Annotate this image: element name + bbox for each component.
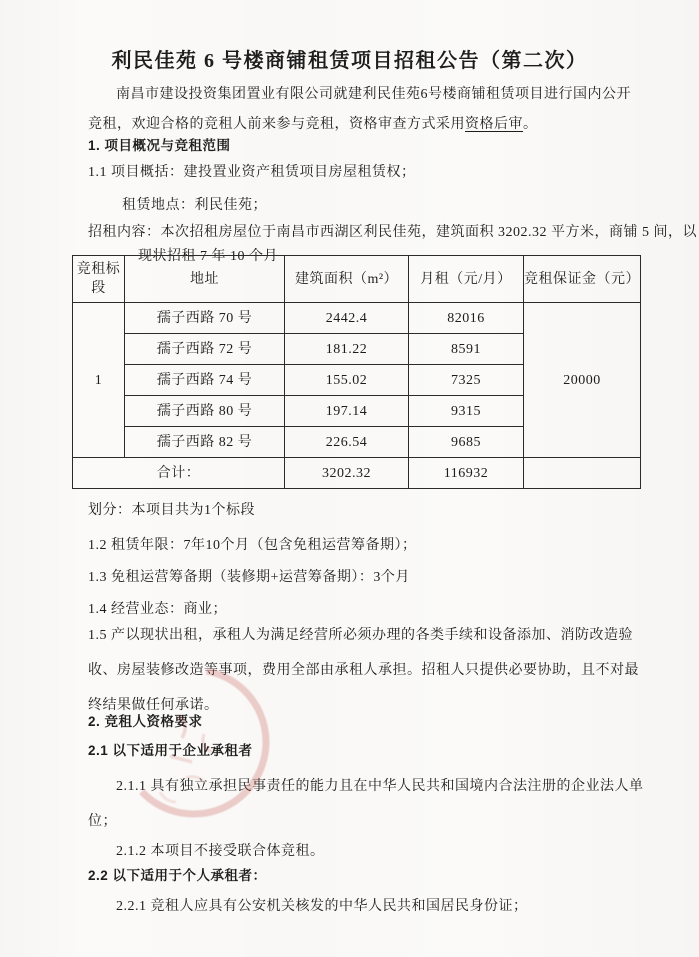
address-cell: 孺子西路 82 号 — [125, 427, 285, 458]
address-cell: 孺子西路 70 号 — [125, 303, 285, 334]
clause-2-2-1-line: 2.2.1 竞租人应具有公安机关核发的中华人民共和国居民身份证； — [116, 899, 528, 914]
intro-paragraph — [88, 80, 644, 140]
clause-2-1-2-line: 2.1.2 本项目不接受联合体竞租。 — [116, 844, 325, 859]
total-label-cell: 合计： — [73, 458, 285, 489]
clause-2-1-1-paragraph: 2.1.1 具有独立承担民事责任的能力且在中华人民共和国境内合法注册的企业法人单位； — [88, 779, 644, 829]
area-cell: 197.14 — [285, 396, 409, 427]
as-is-clause-paragraph: 1.5 产以现状出租，承租人为满足经营所必须办理的各类手续和设备添加、消防改造验收、房屋装修改造等事项，费用全部由承租人承担。招租人只提供必要协助，且不对最终结果做任何承诺。 — [88, 628, 639, 713]
intro-text-before: 南昌市建设投资集团置业有限公司就建利民佳苑6号楼商铺租赁项目进行国内公开竞租，欢迎合格的竞租人前来参与竞租，资格审查方式采用 — [88, 87, 631, 132]
total-area-cell: 3202.32 — [285, 458, 409, 489]
bid-section-number-cell: 1 — [73, 303, 125, 458]
rent-cell: 9315 — [409, 396, 524, 427]
address-cell: 孺子西路 80 号 — [125, 396, 285, 427]
rental-content-paragraph: 招租内容：本次招租房屋位于南昌市西湖区利民佳苑，建筑面积 3202.32 平方米，商铺 5 间，以现状招租 7 年 10 个月 — [88, 225, 697, 264]
document-title: 利民佳苑 6 号楼商铺租赁项目招租公告（第二次） — [111, 50, 588, 72]
section1-heading: 1. 项目概况与竞租范围 — [88, 138, 231, 153]
section2-1-heading: 2.1 以下适用于企业承租者 — [88, 743, 253, 758]
total-rent-cell: 116932 — [409, 458, 524, 489]
section2-heading: 2. 竞租人资格要求 — [88, 714, 203, 729]
col-header-area: 建筑面积（m²） — [285, 256, 409, 303]
col-header-address: 地址 — [125, 256, 285, 303]
division-line: 划分：本项目共为1个标段 — [88, 503, 255, 518]
area-cell: 181.22 — [285, 334, 409, 365]
section2-2-heading: 2.2 以下适用于个人承租者： — [88, 868, 267, 883]
rent-cell: 9685 — [409, 427, 524, 458]
table-total-row — [73, 458, 641, 489]
official-seal-stamp-icon — [108, 660, 278, 830]
area-cell: 155.02 — [285, 365, 409, 396]
address-cell: 孺子西路 72 号 — [125, 334, 285, 365]
area-cell: 226.54 — [285, 427, 409, 458]
table-row — [73, 303, 641, 334]
bid-sections-table — [72, 255, 641, 489]
col-header-rent: 月租（元/月） — [409, 256, 524, 303]
intro-underlined-term: 资格后审 — [465, 117, 523, 132]
rent-cell: 8591 — [409, 334, 524, 365]
deposit-cell: 20000 — [524, 303, 641, 458]
total-deposit-empty-cell — [524, 458, 641, 489]
business-type-line: 1.4 经营业态：商业； — [88, 602, 227, 617]
table-header-row — [73, 256, 641, 303]
intro-text-after: 。 — [523, 117, 538, 132]
rent-free-period-line: 1.3 免租运营筹备期（装修期+运营筹备期）：3个月 — [88, 570, 410, 585]
project-overview-line: 1.1 项目概括：建投置业资产租赁项目房屋租赁权； — [88, 165, 416, 180]
address-cell: 孺子西路 74 号 — [125, 365, 285, 396]
col-header-bid-section: 竞租标段 — [73, 256, 125, 303]
col-header-deposit: 竞租保证金（元） — [524, 256, 641, 303]
rent-cell: 7325 — [409, 365, 524, 396]
lease-term-line: 1.2 租赁年限：7年10个月（包含免租运营筹备期）； — [88, 538, 417, 553]
rental-location-line: 租赁地点：利民佳苑； — [122, 198, 267, 213]
rent-cell: 82016 — [409, 303, 524, 334]
area-cell: 2442.4 — [285, 303, 409, 334]
